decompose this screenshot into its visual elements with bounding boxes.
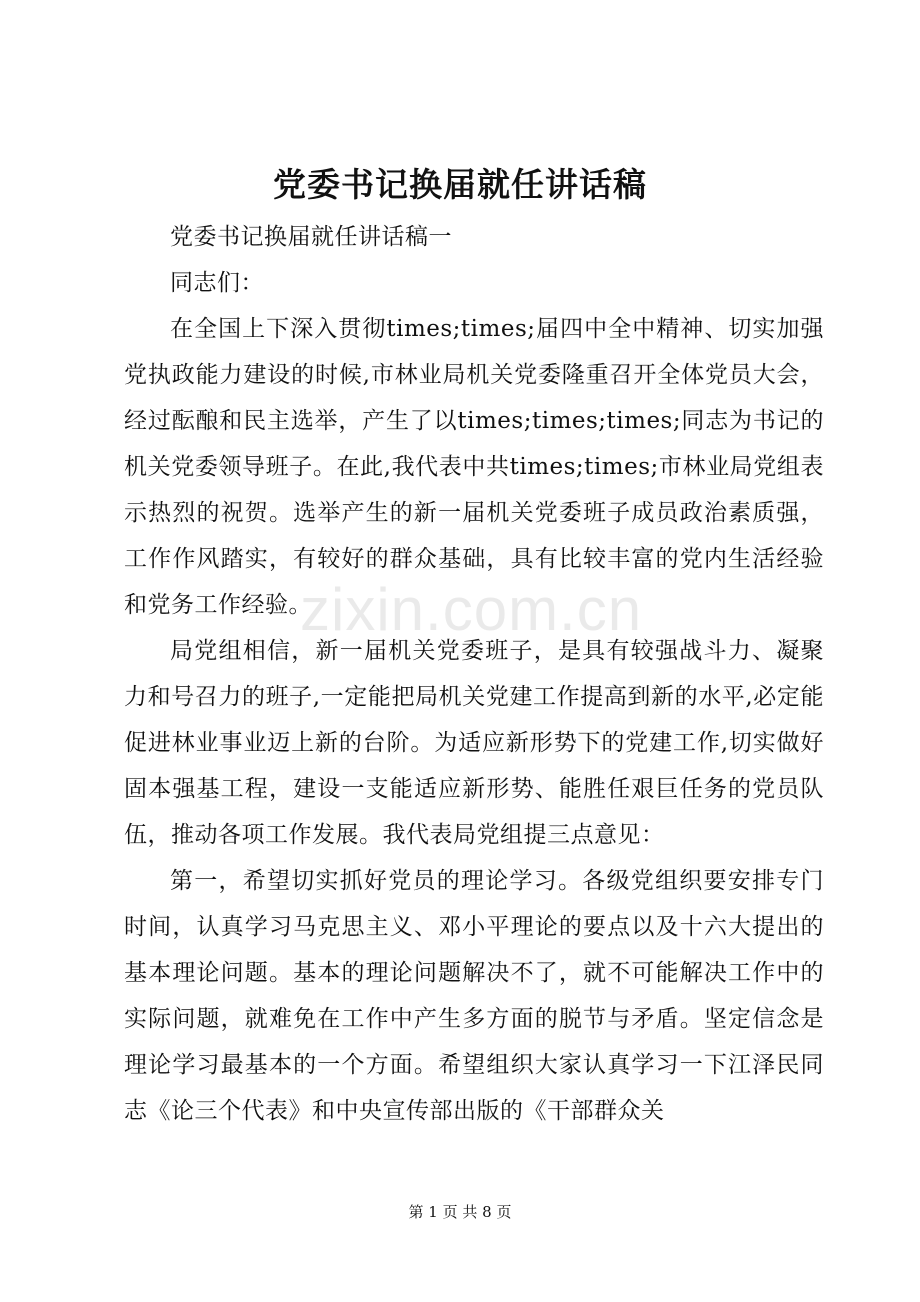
document-body xyxy=(124,214,824,1134)
paragraph-body: 局党组相信，新一届机关党委班子，是具有较强战斗力、凝聚力和号召力的班子,一定能把局机关党建工作提高到新的水平,必定能促进林业事业迈上新的台阶。为适应新形势下的党建工作,切实做好固本强基工程，建设一支能适应新形势、能胜任艰巨任务的党员队伍，推动各项工作发展。我代表局党组提三点意见： xyxy=(124,638,824,848)
watermark: zixin.com.cn xyxy=(300,576,643,643)
paragraph-body: 在全国上下深入贯彻times;times;届四中全中精神、切实加强党执政能力建设的时候,市林业局机关党委隆重召开全体党员大会，经过酝酿和民主选举，产生了以times;times;times;同志为书记的机关党委领导班子。在此,我代表中共times;times;市林业局党组表示热烈的祝贺。选举产生的新一届机关党委班子成员政治素质强，工作作风踏实，有较好的群众基础，具有比较丰富的党内生活经验和党务工作经验。 xyxy=(124,316,824,618)
paragraph-salutation: 同志们： xyxy=(170,270,264,296)
document-title: 党委书记换届就任讲话稿 xyxy=(273,165,647,204)
paragraph-subtitle: 党委书记换届就任讲话稿一 xyxy=(170,224,452,250)
paragraph-body: 第一，希望切实抓好党员的理论学习。各级党组织要安排专门时间，认真学习马克思主义、邓小平理论的要点以及十六大提出的基本理论问题。基本的理论问题解决不了，就不可能解决工作中的实际问题，就难免在工作中产生多方面的脱节与矛盾。坚定信念是理论学习最基本的一个方面。希望组织大家认真学习一下江泽民同志《论三个代表》和中央宣传部出版的《干部群众关 xyxy=(124,868,824,1124)
page-footer: 第 1 页 共 8 页 xyxy=(408,1203,512,1221)
